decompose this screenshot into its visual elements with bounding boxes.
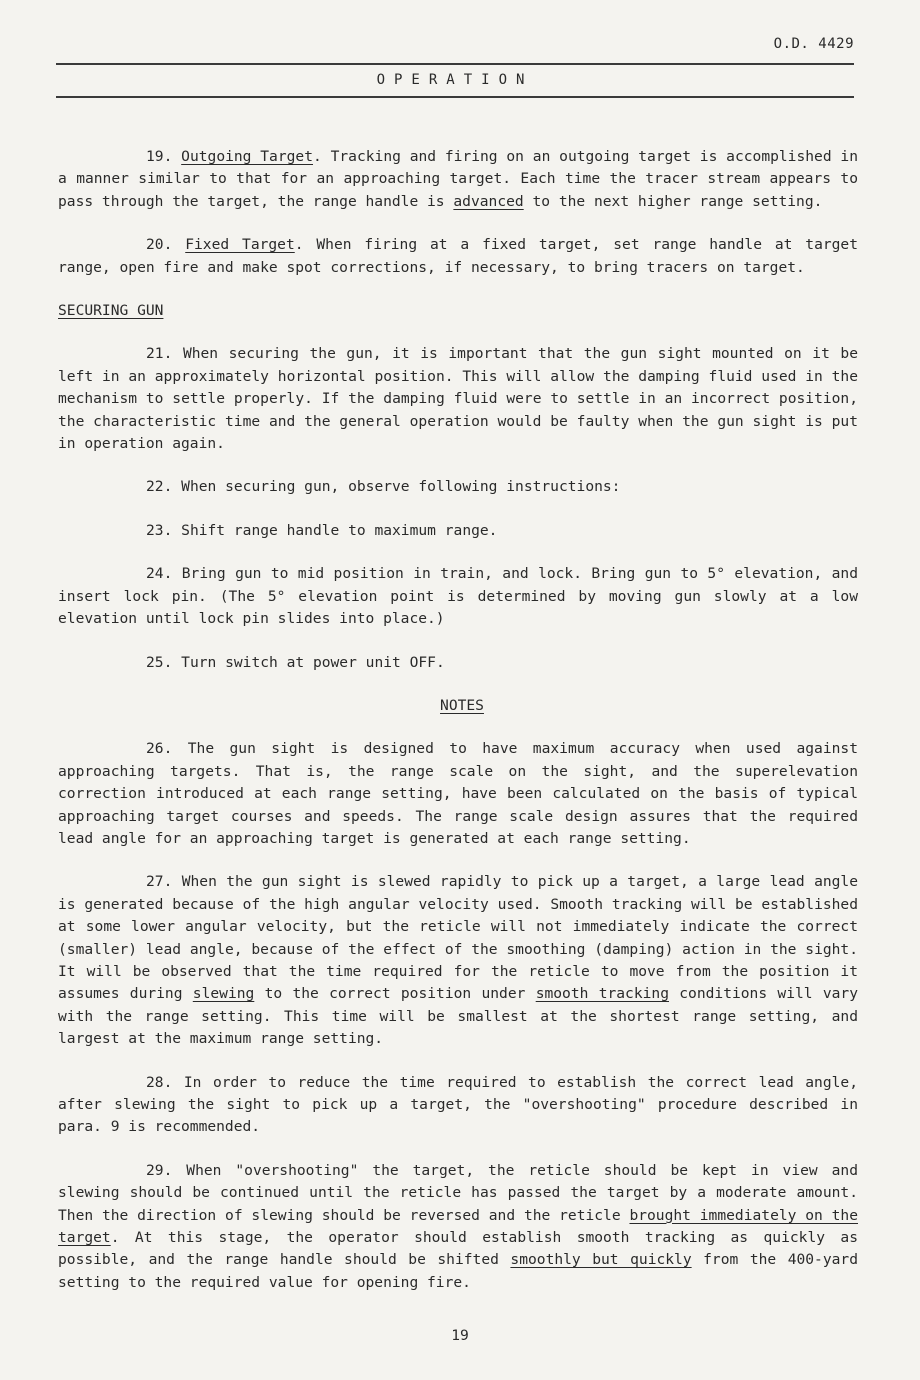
underlined-term: brought immediately on the target bbox=[58, 1206, 858, 1247]
paragraph-number: 27. bbox=[146, 873, 173, 891]
paragraph-number: 29. bbox=[146, 1161, 173, 1179]
paragraph-number: 25. bbox=[146, 653, 173, 671]
paragraph-23 bbox=[58, 520, 858, 542]
paragraph-text: In order to reduce the time required to establish the correct lead angle, after slewing the sight to pick up a target, the "overshooting" procedure described in para. 9 is recommended. bbox=[58, 1073, 858, 1136]
paragraph-number: 23. bbox=[146, 521, 173, 539]
paragraph-title: Fixed Target bbox=[185, 236, 295, 254]
paragraph-number: 28. bbox=[146, 1073, 173, 1091]
header-rule-top bbox=[56, 63, 854, 65]
notes-heading: NOTES bbox=[440, 696, 484, 714]
underlined-term: smooth tracking bbox=[535, 985, 669, 1003]
paragraph-number: 22. bbox=[146, 478, 173, 496]
paragraph-text: Shift range handle to maximum range. bbox=[181, 521, 498, 539]
paragraph-number: 19. bbox=[146, 148, 173, 165]
paragraph-number: 26. bbox=[146, 740, 173, 758]
paragraph-text: When the gun sight is slewed rapidly to pick up a target, a large lead angle is generated because of the high angular velocity used. Smooth tracking will be established at some lower angular velocity, but the reticle will not immediately indicate the correct (smaller) lead angle, because of the effect of the smoothing (damping) action in the sight. It will be observed that the time required for the reticle to move from the position it assumes during bbox=[58, 873, 858, 1003]
header-rule-bottom bbox=[56, 96, 854, 98]
document-body bbox=[58, 146, 858, 1315]
document-id: O.D. 4429 bbox=[773, 36, 854, 52]
paragraph-27 bbox=[58, 871, 858, 1050]
paragraph-number: 21. bbox=[146, 345, 173, 363]
paragraph-text: to the correct position under bbox=[254, 985, 536, 1003]
underlined-term: smoothly but quickly bbox=[510, 1251, 692, 1269]
paragraph-25 bbox=[58, 652, 858, 674]
paragraph-title: Outgoing Target bbox=[181, 148, 313, 165]
paragraph-text: from the 400-yard setting to the required value for opening fire. bbox=[58, 1251, 858, 1291]
paragraph-28 bbox=[58, 1072, 858, 1139]
paragraph-number: 20. bbox=[146, 236, 173, 254]
underlined-term: slewing bbox=[192, 985, 255, 1003]
paragraph-text: to the next higher range setting. bbox=[523, 192, 823, 210]
paragraph-text: . At this stage, the operator should establish smooth tracking as quickly as possible, and the range handle should be shifted bbox=[58, 1229, 858, 1269]
paragraph-19 bbox=[58, 146, 858, 213]
paragraph-text: . Tracking and firing on an outgoing target is accomplished in a manner similar to that for an approaching target. Each time the tracer stream appears to pass through the target, the range handle is bbox=[58, 148, 858, 210]
paragraph-text: conditions will vary with the range setting. This time will be smallest at the shortest range setting, and largest at the maximum range setting. bbox=[58, 985, 858, 1048]
paragraph-text: When "overshooting" the target, the reticle should be kept in view and slewing should be continued until the reticle has passed the target by a moderate amount. Then the direction of slewing should be reversed and the reticle bbox=[58, 1161, 858, 1224]
page-number: 19 bbox=[451, 1327, 469, 1344]
paragraph-26 bbox=[58, 738, 858, 850]
paragraph-22 bbox=[58, 476, 858, 498]
paragraph-number: 24. bbox=[146, 565, 173, 583]
paragraph-20 bbox=[58, 234, 858, 279]
paragraph-text: When securing the gun, it is important that the gun sight mounted on it be left in an approximately horizontal position. This will allow the damping fluid used in the mechanism to settle properly. If the damping fluid were to settle in an incorrect position, the characteristic time and the general operation would be faulty when the gun sight is put in operation again. bbox=[58, 345, 858, 453]
paragraph-text: The gun sight is designed to have maximum accuracy when used against approaching targets. That is, the range scale on the sight, and the superelevation correction introduced at each range setting, have been calculated on the basis of typical approaching target courses and speeds. The range scale design assures that the required lead angle for an approaching target is generated at each range setting. bbox=[58, 740, 858, 847]
paragraph-21 bbox=[58, 343, 858, 455]
notes-heading-row bbox=[58, 695, 858, 717]
section-heading bbox=[58, 300, 858, 322]
section-title: OPERATION bbox=[376, 72, 534, 88]
securing-gun-heading: SECURING GUN bbox=[58, 302, 164, 320]
paragraph-text: Bring gun to mid position in train, and lock. Bring gun to 5° elevation, and insert lock pin. (The 5° elevation point is determined by moving gun slowly at a low elevation until lock pin slides into place.) bbox=[58, 565, 859, 628]
paragraph-text: . When firing at a fixed target, set range handle at target range, open fire and make spot corrections, if necessary, to bring tracers on target. bbox=[58, 236, 858, 276]
paragraph-24 bbox=[58, 563, 858, 630]
paragraph-text: Turn switch at power unit OFF. bbox=[181, 653, 445, 671]
paragraph-29 bbox=[58, 1160, 858, 1294]
paragraph-text: When securing gun, observe following instructions: bbox=[181, 478, 621, 496]
underlined-term: advanced bbox=[453, 192, 524, 210]
